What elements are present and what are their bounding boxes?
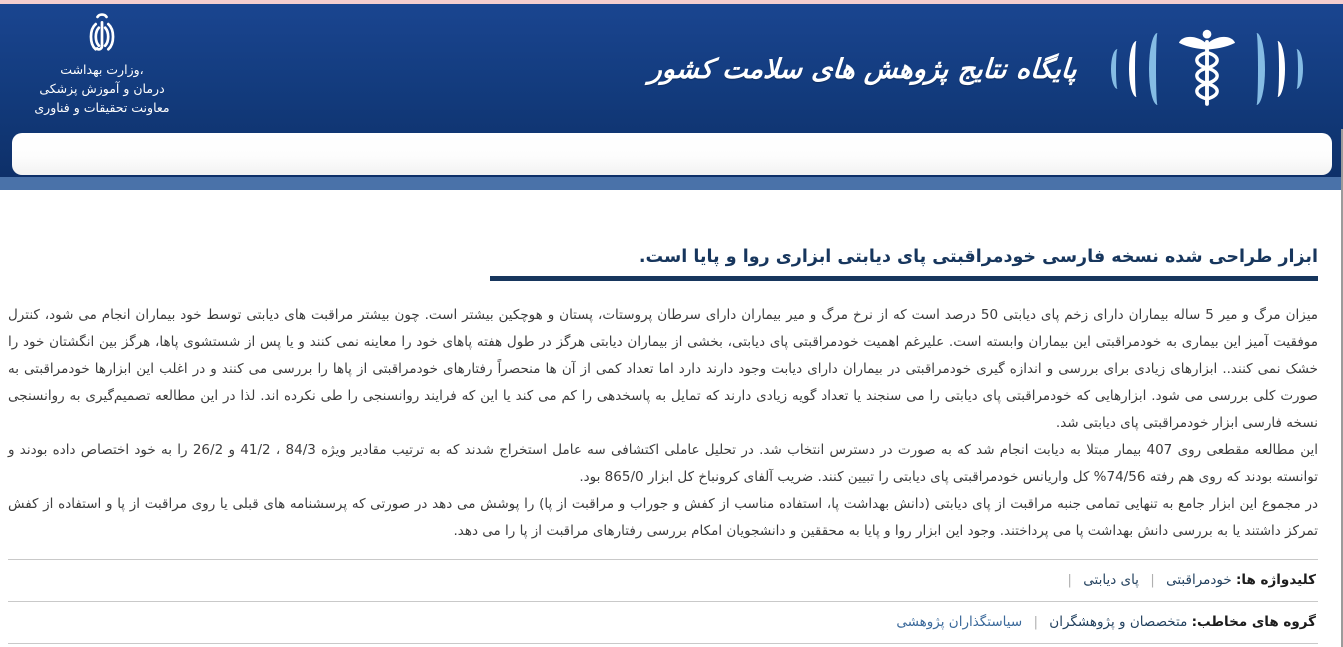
- wave-arc-icon: [1149, 33, 1166, 105]
- site-logo[interactable]: [649, 14, 1303, 124]
- wave-arc-icon: [1248, 33, 1265, 105]
- keywords-row: [8, 559, 1318, 601]
- keywords-label: کلیدواژه ها:: [1236, 572, 1316, 588]
- article-content: [0, 247, 1343, 644]
- ministry-name-line2: درمان و آموزش پزشکی: [39, 81, 165, 96]
- separator: |: [1033, 614, 1038, 630]
- ministry-logo[interactable]: [12, 12, 192, 117]
- site-title: پایگاه نتایج پژوهش های سلامت کشور: [648, 53, 1079, 85]
- audience-row: [8, 601, 1318, 644]
- keyword-link-self-care[interactable]: خودمراقبتی: [1166, 572, 1232, 588]
- header: [0, 4, 1343, 177]
- article-body: [8, 302, 1318, 545]
- wave-arc-icon: [1290, 49, 1303, 89]
- navigation-bar[interactable]: [12, 133, 1332, 175]
- sound-waves-logo: [1111, 27, 1303, 111]
- audience-label: گروه های مخاطب:: [1191, 614, 1316, 630]
- audience-link-policymakers[interactable]: سیاستگذاران پژوهشی: [896, 614, 1023, 630]
- wave-arc-icon: [1270, 41, 1285, 97]
- keyword-link-diabetic-foot[interactable]: پای دیابتی: [1083, 572, 1139, 588]
- separator: |: [1067, 572, 1072, 588]
- audience-link-specialists[interactable]: متخصصان و پژوهشگران: [1049, 614, 1188, 630]
- ministry-name-line3: معاونت تحقیقات و فناوری: [34, 100, 170, 115]
- article-paragraph-1: میزان مرگ و میر 5 ساله بیماران دارای زخم پای دیابتی 50 درصد است که از نرخ مرگ و میر بیماران دارای سرطان پروستات، پستان و هوچکین بیشتر است. چون بیشتر مراقبت های دیابتی توسط خود بیماران انجام می شود، کنترل موفقیت آمیز این بیماری به خودمراقبتی این بیماران وابسته است. علیرغم اهمیت خودمراقبتی پای دیابتی، بخشی از بیماران دیابتی هرگز در طول هفته پاهای خود را معاینه نمی کنند و یا پس از شستشوی پاها، هرگز بین انگشتان خود را خشک نمی کنند.. ابزارهای زیادی برای بررسی و اندازه گیری خودمراقبتی در بیماران دارای دیابت وجود دارند دارد اما تعداد کمی از آن ها منحصراً رفتارهای خودمراقبتی از پاها را بررسی می کنند و در اغلب این ابزارها خودمراقبتی به صورت کلی بررسی می شود. ابزارهایی که خودمراقبتی پای دیابتی را می سنجند یا تعداد گویه زیادی دارند که تمایل به پاسخدهی را کم می کند یا این که فرایند روانسنجی را طی نکرده اند. لذا در این مطالعه تصمیم‌گیری به روانسنجی نسخه فارسی ابزار خودمراقبتی پای دیابتی شد.: [8, 307, 1318, 431]
- header-accent-strip: [0, 177, 1343, 190]
- iran-emblem-icon: [84, 12, 120, 56]
- article-title: ابزار طراحی شده نسخه فارسی خودمراقبتی پای دیابتی ابزاری روا و پایا است.: [490, 247, 1318, 281]
- article-paragraph-2: این مطالعه مقطعی روی 407 بیمار مبتلا به دیابت انجام شد که به صورت در دسترس انتخاب شد. در تحلیل عاملی اکتشافی سه عامل استخراج شدند که به ترتیب مقادیر ویژه 84/3 ، 41/2 و 26/2 را به خود اختصاص داده بودند و توانسته بودند که روی هم رفته 74/56% کل واریانس خودمراقبتی پای دیابتی را تبیین کنند. ضریب آلفای کرونباخ کل ابزار 865/0 بود.: [8, 442, 1318, 485]
- wave-arc-icon: [1129, 41, 1144, 97]
- separator: |: [1150, 572, 1155, 588]
- wave-arc-icon: [1111, 49, 1124, 89]
- article-paragraph-3: در مجموع این ابزار جامع به تنهایی تمامی جنبه مراقبت از پای دیابتی (دانش بهداشت پا، استفاده مناسب از کفش و جوراب و مراقبت از پا) را پوشش می دهد در صورتی که پرسشنامه های قبلی یا روی مراقبت از پا و استفاده از کفش تمرکز داشتند یا به بررسی دانش بهداشت پا می پرداختند. وجود این ابزار روا و پایا به محققین و دانشجویان امکام بررسی رفتارهای مراقبت از پا را می دهد.: [8, 496, 1318, 539]
- ministry-name-line1: وزارت بهداشت،: [60, 62, 144, 77]
- caduceus-icon: [1177, 27, 1237, 111]
